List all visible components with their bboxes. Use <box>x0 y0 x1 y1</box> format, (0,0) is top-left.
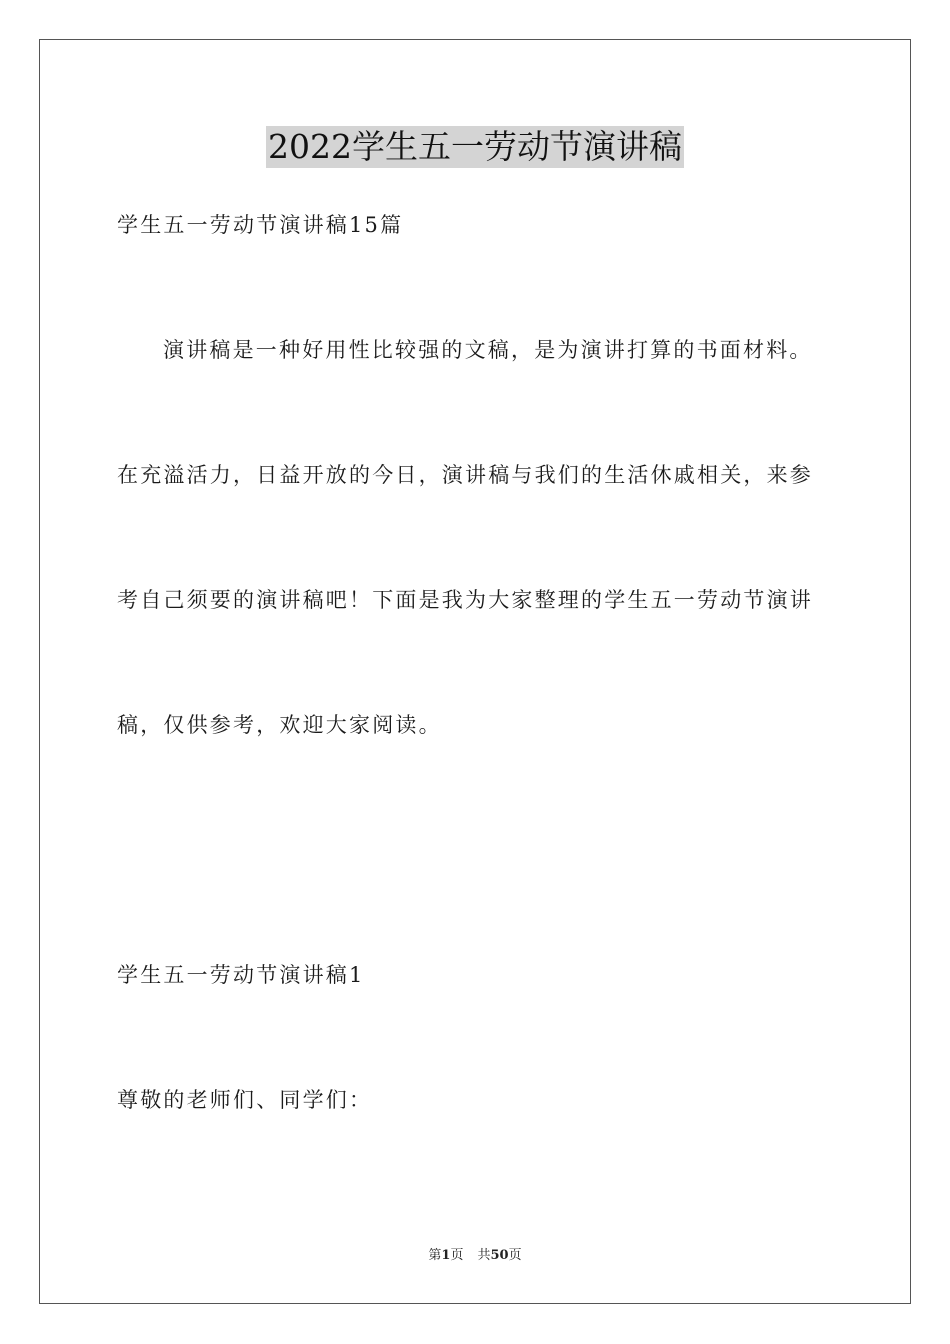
salutation: 尊敬的老师们、同学们： <box>117 1088 373 1112</box>
paragraph-line-3: 考自己须要的演讲稿吧！下面是我为大家整理的学生五一劳动节演讲 <box>117 588 813 612</box>
footer-total-suffix: 页 <box>508 1248 522 1263</box>
footer-page-prefix: 第 <box>428 1248 442 1263</box>
footer-page-suffix: 页 <box>450 1248 464 1263</box>
paragraph-line-4: 稿，仅供参考，欢迎大家阅读。 <box>117 713 442 737</box>
document-title: 2022学生五一劳动节演讲稿 <box>268 127 682 166</box>
paragraph-line-1: 演讲稿是一种好用性比较强的文稿，是为演讲打算的书面材料。 <box>163 338 813 362</box>
document-subtitle: 学生五一劳动节演讲稿15篇 <box>117 213 404 237</box>
footer-total-pages: 50 <box>490 1248 509 1263</box>
page-footer <box>0 1247 950 1265</box>
footer-total-prefix: 共 <box>477 1248 491 1263</box>
paragraph-line-2: 在充溢活力，日益开放的今日，演讲稿与我们的生活休戚相关，来参 <box>117 463 813 487</box>
section-heading: 学生五一劳动节演讲稿1 <box>117 963 365 987</box>
footer-page-number: 1 <box>441 1248 451 1263</box>
title-container <box>0 126 950 168</box>
